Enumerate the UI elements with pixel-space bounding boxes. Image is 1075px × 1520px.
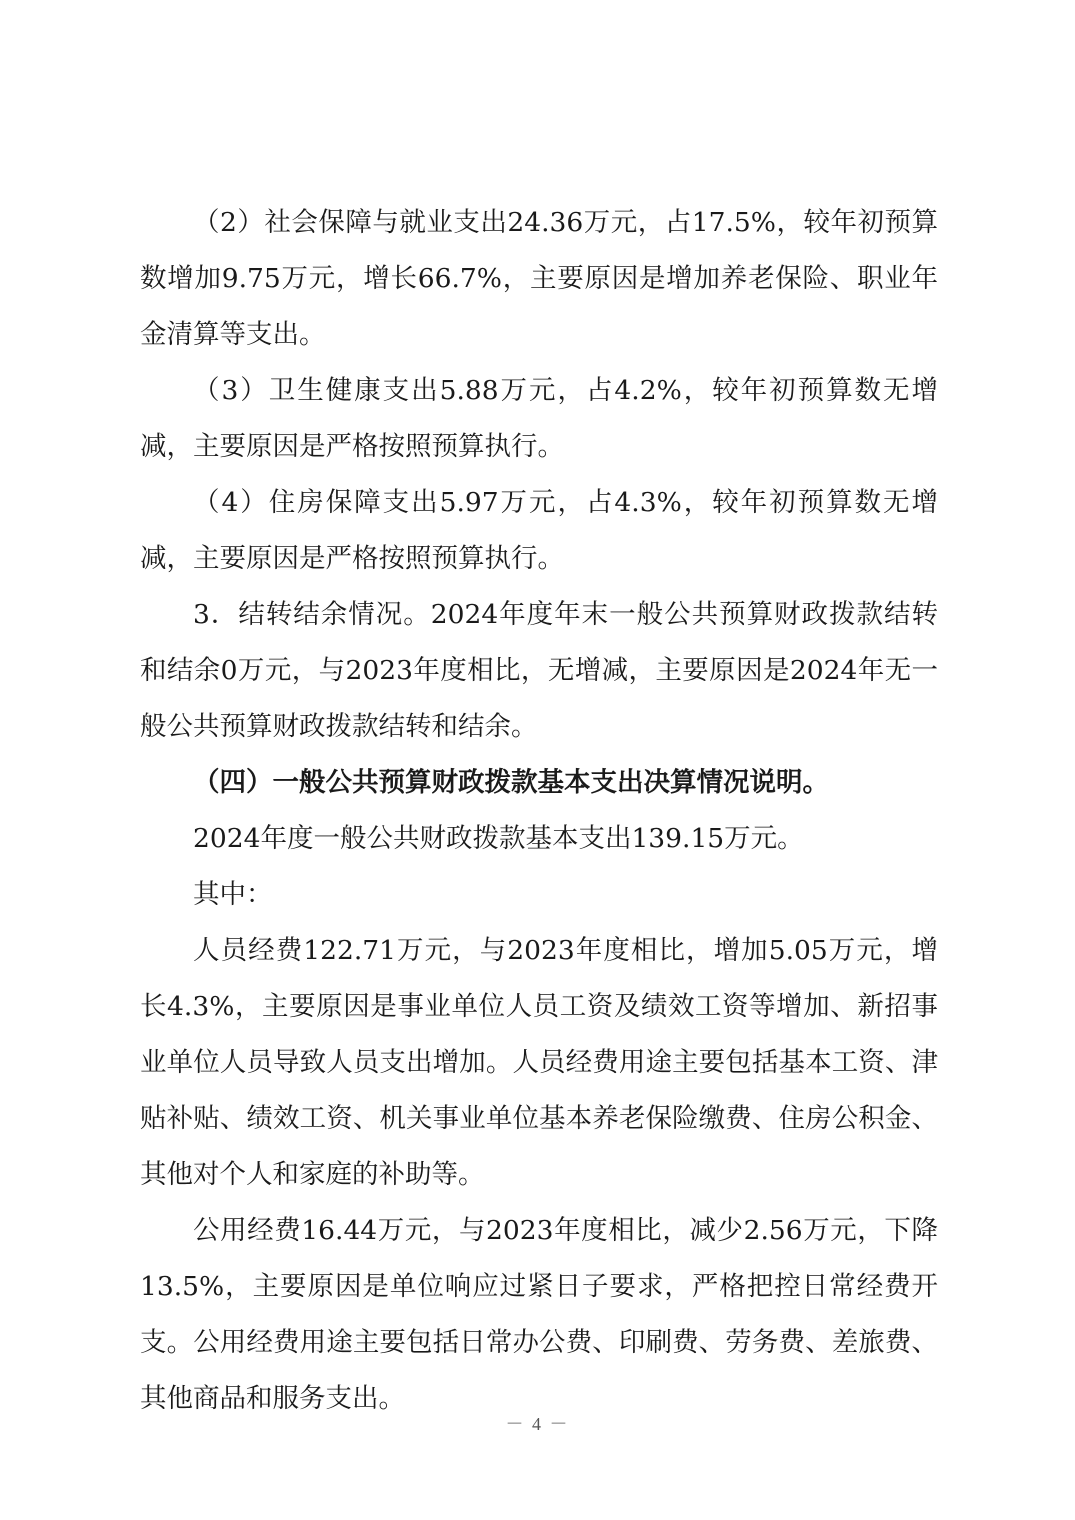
paragraph-personnel-expenses: 人员经费122.71万元，与2023年度相比，增加5.05万元，增长4.3%，主要原因是事业单位人员工资及绩效工资等增加、新招事业单位人员导致人员支出增加。人员经费用途主要包括基本工资、津贴补贴、绩效工资、机关事业单位基本养老保险缴费、住房公积金、其他对个人和家庭的补助等。 (140, 935, 938, 1190)
paragraph-among: 其中： (193, 879, 273, 910)
paragraph-basic-expenditure: 2024年度一般公共财政拨款基本支出139.15万元。 (193, 823, 804, 854)
section-heading: （四）一般公共预算财政拨款基本支出决算情况说明。 (193, 767, 829, 798)
page-number: － 4 － (505, 1414, 570, 1434)
paragraph-health: （3）卫生健康支出5.88万元，占4.2%，较年初预算数无增减，主要原因是严格按照预算执行。 (140, 375, 938, 462)
paragraph-social-security: （2）社会保障与就业支出24.36万元，占17.5%，较年初预算数增加9.75万元，增长66.7%，主要原因是增加养老保险、职业年金清算等支出。 (140, 207, 938, 350)
document-body (140, 195, 938, 1427)
paragraph-housing: （4）住房保障支出5.97万元，占4.3%，较年初预算数无增减，主要原因是严格按照预算执行。 (140, 487, 938, 574)
paragraph-carryover: 3．结转结余情况。2024年度年末一般公共预算财政拨款结转和结余0万元，与2023年度相比，无增减，主要原因是2024年无一般公共预算财政拨款结转和结余。 (140, 599, 938, 742)
paragraph-public-expenses: 公用经费16.44万元，与2023年度相比，减少2.56万元，下降13.5%，主要原因是单位响应过紧日子要求，严格把控日常经费开支。公用经费用途主要包括日常办公费、印刷费、劳务费、差旅费、其他商品和服务支出。 (140, 1215, 938, 1414)
